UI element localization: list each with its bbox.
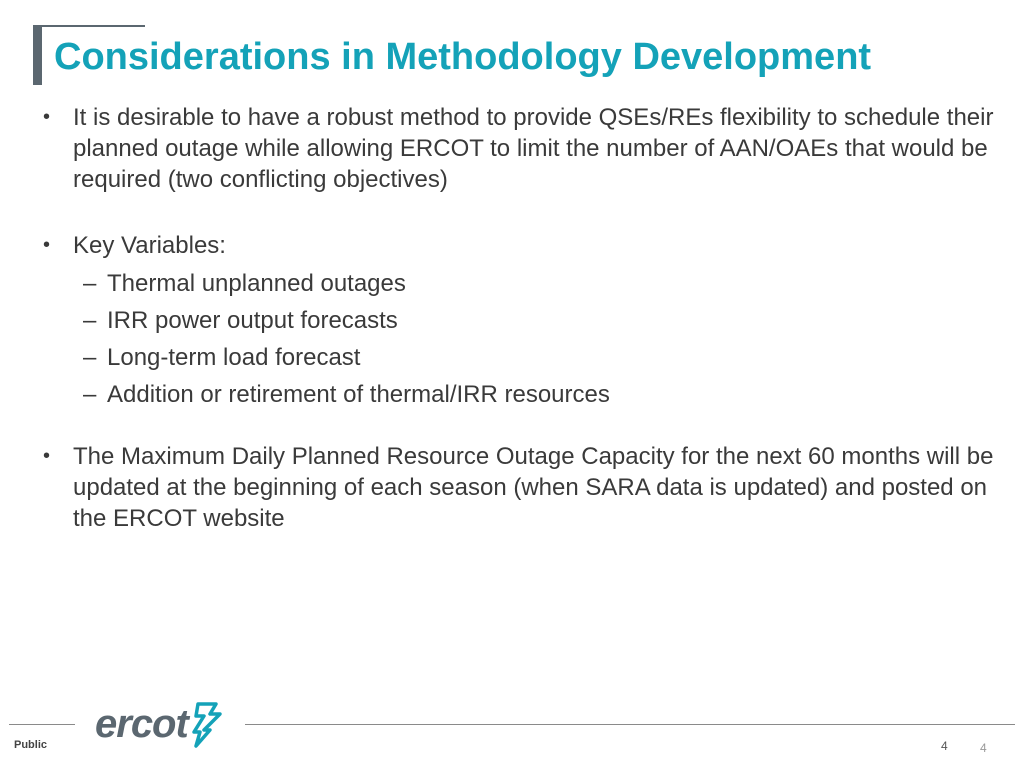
bullet-text: It is desirable to have a robust method to provide QSEs/REs flexibility to schedule their planned outage while allowing ERCOT to limit the number of AAN/OAEs that would be required (two conflicting objectives) [73,104,994,193]
bullet-dot-icon: • [43,106,51,128]
sub-bullet-list [73,265,1000,413]
title-accent-rule [42,25,145,27]
page-number: 4 [941,739,948,753]
dash-icon: – [83,344,97,371]
footer-divider-left [9,724,75,725]
ercot-logo [95,700,224,748]
sub-bullet-text: IRR power output forecasts [107,307,398,334]
footer-divider-right [245,724,1015,725]
sub-bullet-text: Long-term load forecast [107,344,361,371]
sub-bullet-item [73,302,1000,339]
bullet-item [40,441,1000,534]
dash-icon: – [83,307,97,334]
slide-content [40,102,1000,534]
classification-label: Public [14,739,48,751]
dash-icon: – [83,381,97,408]
title-accent-bar [33,25,42,85]
logo-text: ercot [95,702,188,746]
bullet-text: The Maximum Daily Planned Resource Outage Capacity for the next 60 months will be updated at the beginning of each season (when SARA data is updated) and posted on the ERCOT website [73,443,994,532]
dash-icon: – [83,270,97,297]
sub-bullet-text: Thermal unplanned outages [107,270,406,297]
slide-title: Considerations in Methodology Development [54,36,872,78]
bullet-text: Key Variables: [73,232,226,259]
sub-bullet-item [73,339,1000,376]
bullet-item [40,230,1000,413]
bullet-dot-icon: • [43,234,51,256]
sub-bullet-text: Addition or retirement of thermal/IRR resources [107,381,610,408]
bullet-item [40,102,1000,195]
sub-bullet-item [73,265,1000,302]
bullet-dot-icon: • [43,445,51,467]
sub-bullet-item [73,376,1000,413]
page-number-secondary: 4 [980,741,987,755]
ercot-bolt-icon [190,700,224,748]
